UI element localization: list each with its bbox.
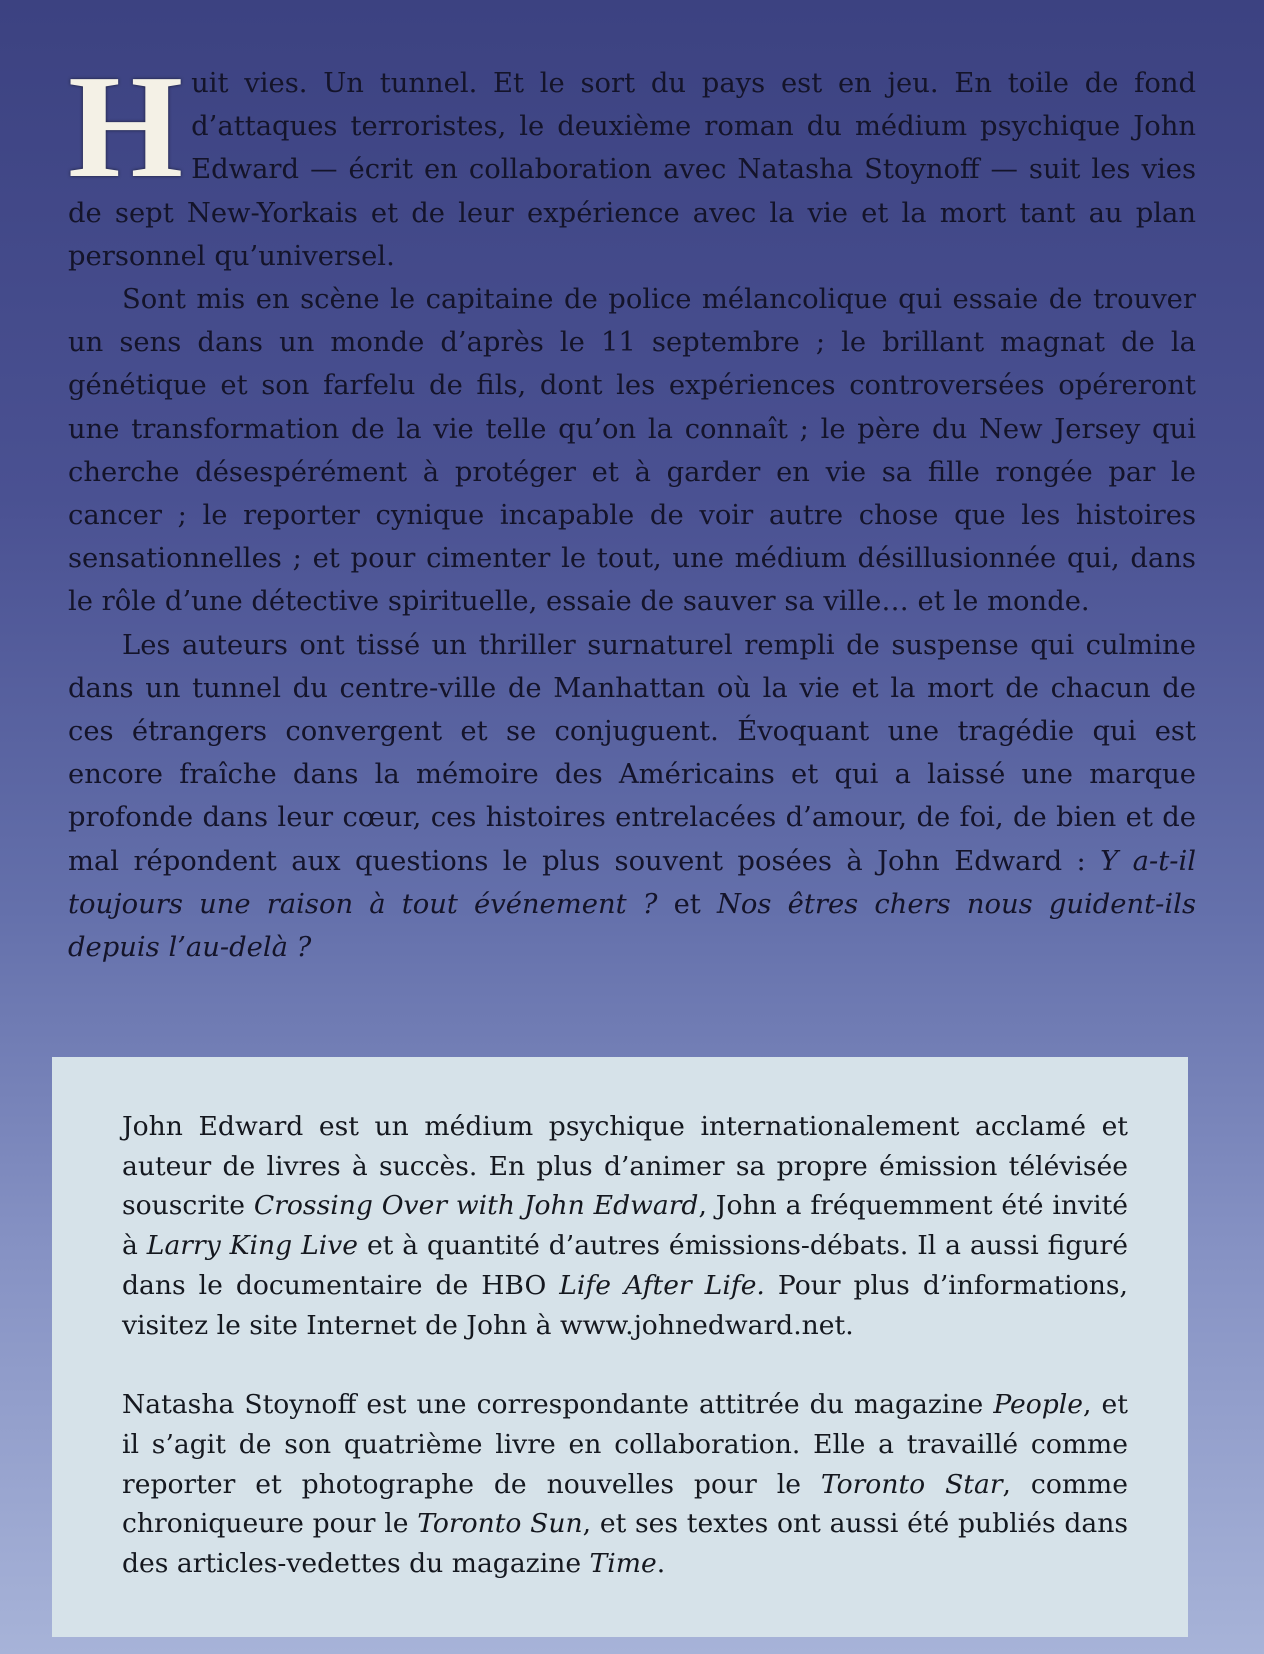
bio-edward-text-3: et à quantité d’autres émissions-débats. Il a aussi figuré dans le documentaire de HBO <box>122 1230 1128 1301</box>
blurb-paragraph-3-text: Les auteurs ont tissé un thriller surnaturel rempli de suspense qui culmine dans un tunnel du centre-ville de Manhattan où la vie et la mort de chacun de ces étrangers convergent et se conjuguent. Évoquant une tragédie qui est encore fraîche dans la mémoire des Américains et qui a laissé une marque profonde dans leur cœur, ces histoires entrelacées d’amour, de foi, de bien et de mal répondent aux questions le plus souvent posées à John Edward : <box>68 629 1196 877</box>
people-title: People <box>993 1389 1084 1421</box>
bio-stoynoff-text-3: , comme chroniqueure pour le <box>122 1468 1129 1540</box>
bio-stoynoff-text-2: , et il s’agit de son quatrième livre en collaboration. Elle a travaillé comme reporter et photographe de nouvelles pour le <box>122 1389 1128 1500</box>
blurb-paragraph-1 <box>68 45 1196 278</box>
bio-stoynoff-text-4: , et ses textes ont aussi été publiés dans des articles-vedettes du magazine <box>122 1508 1128 1580</box>
blurb-paragraph-3 <box>68 624 1196 970</box>
time-title: Time <box>589 1548 657 1580</box>
larry-king-title: Larry King Live <box>146 1230 359 1262</box>
connector-text: et <box>657 888 717 920</box>
question-1: Y a-t-il toujours une raison à tout événement ? <box>68 845 1196 920</box>
show-title: Crossing Over with John Edward <box>253 1190 699 1222</box>
drop-cap: H <box>68 45 184 209</box>
bio-stoynoff-text-1: Natasha Stoynoff est une correspondante attitrée du magazine <box>122 1389 994 1421</box>
blurb-paragraph-2: Sont mis en scène le capitaine de police mélancolique qui essaie de trouver un sens dans un monde d’après le 11 septembre ; le brillant magnat de la génétique et son farfelu de fils, dont les expériences controversées opéreront une transformation de la vie telle qu’on la connaît ; le père du New Jersey qui cherche désespérément à protéger et à garder en vie sa fille rongée par le cancer ; le reporter cynique incapable de voir autre chose que les histoires sensationnelles ; et pour cimenter le tout, une médium désillusionnée qui, dans le rôle d’une détective spirituelle, essaie de sauver sa ville… et le monde. <box>68 284 1196 618</box>
book-blurb <box>68 45 1196 969</box>
bio-edward-text-4: Pour plus d’informations, visitez le site Internet de John à www.johnedward.net. <box>122 1269 1128 1341</box>
toronto-sun-title: Toronto Sun <box>417 1508 583 1540</box>
bio-edward-text-2: , John a fréquemment été invité à <box>122 1190 1128 1262</box>
bio-stoynoff-text-5: . <box>656 1548 666 1580</box>
toronto-star-title: Toronto Star <box>820 1468 1003 1500</box>
bio-edward-text-1: John Edward est un médium psychique internationalement acclamé et auteur de livres à succès. En plus d’animer sa propre émission télévisée souscrite <box>122 1111 1128 1222</box>
bio-natasha-stoynoff <box>122 1385 1128 1584</box>
documentary-title: Life After Life. <box>559 1269 765 1301</box>
blurb-paragraph-1-text: uit vies. Un tunnel. Et le sort du pays est en jeu. En toile de fond d’attaques terroristes, le deuxième roman du médium psychique John Edward — écrit en collaboration avec Natasha Stoynoff — suit les vies de sept New-Yorkais et de leur expérience avec la vie et la mort tant au plan personnel qu’universel. <box>68 68 1196 272</box>
bio-john-edward <box>122 1107 1128 1345</box>
question-2: Nos êtres chers nous guident-ils depuis l’au-delà ? <box>68 888 1196 964</box>
author-bio-box <box>52 1057 1188 1637</box>
